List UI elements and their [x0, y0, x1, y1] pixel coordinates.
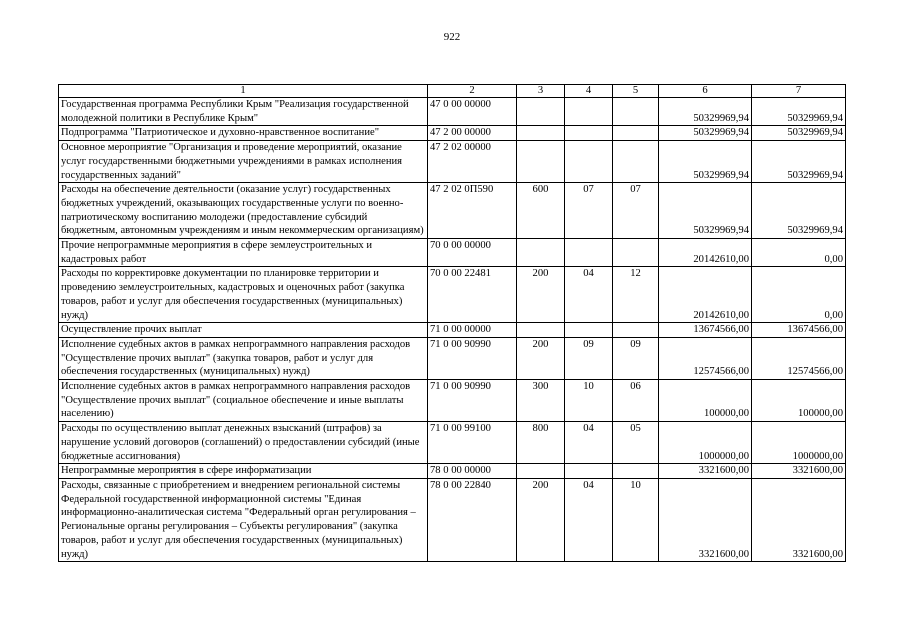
- amount-cell-col7: 0,00: [752, 239, 846, 267]
- amount-cell-col6: 3321600,00: [659, 478, 752, 561]
- amount-cell-col6: 1000000,00: [659, 422, 752, 464]
- target-article-code-cell: 70 0 00 00000: [428, 239, 517, 267]
- expense-name-cell: Расходы по корректировке документации по планировке территории и проведению землеустроительных, кадастровых и оценочных работ (закупка товаров, работ и услуг для обеспечения государственных (муниципальных) нужд): [59, 267, 428, 323]
- section-cell: [565, 126, 613, 141]
- target-article-code-cell: 71 0 00 90990: [428, 337, 517, 379]
- subsection-cell: [613, 239, 659, 267]
- target-article-code-cell: 71 0 00 90990: [428, 380, 517, 422]
- table-row: [59, 239, 846, 267]
- expense-type-cell: [517, 126, 565, 141]
- section-cell: 09: [565, 337, 613, 379]
- section-cell: 07: [565, 183, 613, 239]
- table-row: [59, 267, 846, 323]
- expense-type-cell: [517, 323, 565, 338]
- expense-name-cell: Непрограммные мероприятия в сфере информатизации: [59, 464, 428, 479]
- section-cell: 04: [565, 478, 613, 561]
- expense-name-cell: Расходы по осуществлению выплат денежных взысканий (штрафов) за нарушение условий договоров (соглашений) о предоставлении субсидий (иные бюджетные ассигнования): [59, 422, 428, 464]
- section-cell: [565, 239, 613, 267]
- target-article-code-cell: 71 0 00 00000: [428, 323, 517, 338]
- section-cell: 10: [565, 380, 613, 422]
- target-article-code-cell: 47 2 02 0П590: [428, 183, 517, 239]
- amount-cell-col7: 50329969,94: [752, 98, 846, 126]
- subsection-cell: 10: [613, 478, 659, 561]
- expense-name-cell: Подпрограмма "Патриотическое и духовно-нравственное воспитание": [59, 126, 428, 141]
- expense-name-cell: Осуществление прочих выплат: [59, 323, 428, 338]
- amount-cell-col6: 50329969,94: [659, 98, 752, 126]
- amount-cell-col6: 50329969,94: [659, 141, 752, 183]
- target-article-code-cell: 71 0 00 99100: [428, 422, 517, 464]
- amount-cell-col7: 3321600,00: [752, 478, 846, 561]
- expense-name-cell: Основное мероприятие "Организация и проведение мероприятий, оказание услуг государственными бюджетными учреждениями в рамках исполнения государственных заданий": [59, 141, 428, 183]
- column-header: 6: [659, 85, 752, 98]
- expense-name-cell: Расходы, связанные с приобретением и внедрением региональной системы Федеральной государственной информационной системы "Единая информационно-аналитическая система "Федеральный орган регулирования – Региональные органы регулирования – Субъекты регулирования" (закупка товаров, работ и услуг для обеспечения государственных (муниципальных) нужд): [59, 478, 428, 561]
- table-row: [59, 380, 846, 422]
- amount-cell-col7: 3321600,00: [752, 464, 846, 479]
- table-row: [59, 337, 846, 379]
- amount-cell-col6: 100000,00: [659, 380, 752, 422]
- column-header: 5: [613, 85, 659, 98]
- amount-cell-col7: 100000,00: [752, 380, 846, 422]
- expense-name-cell: Расходы на обеспечение деятельности (оказание услуг) государственных бюджетных учреждений, оказывающих государственные услуги по военно-патриотическому воспитанию молодежи (предоставление субсидий бюджетным, автономным учреждениям и иным некоммерческим организациям): [59, 183, 428, 239]
- expense-name-cell: Исполнение судебных актов в рамках непрограммного направления расходов "Осуществление прочих выплат" (закупка товаров, работ и услуг для обеспечения государственных (муниципальных) нужд): [59, 337, 428, 379]
- expense-name-cell: Прочие непрограммные мероприятия в сфере землеустроительных и кадастровых работ: [59, 239, 428, 267]
- section-cell: [565, 98, 613, 126]
- section-cell: [565, 323, 613, 338]
- amount-cell-col7: 50329969,94: [752, 126, 846, 141]
- subsection-cell: 05: [613, 422, 659, 464]
- expense-type-cell: [517, 239, 565, 267]
- amount-cell-col6: 50329969,94: [659, 183, 752, 239]
- target-article-code-cell: 70 0 00 22481: [428, 267, 517, 323]
- section-cell: [565, 464, 613, 479]
- amount-cell-col6: 3321600,00: [659, 464, 752, 479]
- subsection-cell: [613, 323, 659, 338]
- expense-type-cell: 200: [517, 337, 565, 379]
- expense-name-cell: Государственная программа Республики Крым "Реализация государственной молодежной политики в Республике Крым": [59, 98, 428, 126]
- amount-cell-col6: 20142610,00: [659, 267, 752, 323]
- table-row: [59, 323, 846, 338]
- amount-cell-col7: 0,00: [752, 267, 846, 323]
- table-row: [59, 126, 846, 141]
- page-number: 922: [443, 31, 461, 43]
- expense-type-cell: [517, 141, 565, 183]
- amount-cell-col6: 12574566,00: [659, 337, 752, 379]
- expense-type-cell: [517, 98, 565, 126]
- section-cell: [565, 141, 613, 183]
- subsection-cell: [613, 126, 659, 141]
- table-row: [59, 464, 846, 479]
- section-cell: 04: [565, 422, 613, 464]
- amount-cell-col7: 13674566,00: [752, 323, 846, 338]
- subsection-cell: 12: [613, 267, 659, 323]
- subsection-cell: 09: [613, 337, 659, 379]
- column-header: 7: [752, 85, 846, 98]
- amount-cell-col6: 50329969,94: [659, 126, 752, 141]
- expense-name-cell: Исполнение судебных актов в рамках непрограммного направления расходов "Осуществление прочих выплат" (социальное обеспечение и иные выплаты населению): [59, 380, 428, 422]
- section-cell: 04: [565, 267, 613, 323]
- table-row: [59, 183, 846, 239]
- expense-type-cell: [517, 464, 565, 479]
- amount-cell-col7: 1000000,00: [752, 422, 846, 464]
- target-article-code-cell: 47 2 02 00000: [428, 141, 517, 183]
- table-row: [59, 141, 846, 183]
- expense-type-cell: 200: [517, 478, 565, 561]
- amount-cell-col7: 50329969,94: [752, 183, 846, 239]
- subsection-cell: [613, 141, 659, 183]
- column-header: 4: [565, 85, 613, 98]
- subsection-cell: [613, 98, 659, 126]
- target-article-code-cell: 78 0 00 22840: [428, 478, 517, 561]
- target-article-code-cell: 47 2 00 00000: [428, 126, 517, 141]
- expense-type-cell: 800: [517, 422, 565, 464]
- target-article-code-cell: 47 0 00 00000: [428, 98, 517, 126]
- column-header: 3: [517, 85, 565, 98]
- budget-table: [58, 84, 846, 562]
- target-article-code-cell: 78 0 00 00000: [428, 464, 517, 479]
- column-header: 2: [428, 85, 517, 98]
- table-row: [59, 422, 846, 464]
- subsection-cell: 07: [613, 183, 659, 239]
- table-row: [59, 98, 846, 126]
- expense-type-cell: 600: [517, 183, 565, 239]
- expense-type-cell: 200: [517, 267, 565, 323]
- table-row: [59, 478, 846, 561]
- subsection-cell: [613, 464, 659, 479]
- amount-cell-col7: 12574566,00: [752, 337, 846, 379]
- column-header: 1: [59, 85, 428, 98]
- amount-cell-col7: 50329969,94: [752, 141, 846, 183]
- amount-cell-col6: 20142610,00: [659, 239, 752, 267]
- subsection-cell: 06: [613, 380, 659, 422]
- table-header-row: [59, 85, 846, 98]
- expense-type-cell: 300: [517, 380, 565, 422]
- amount-cell-col6: 13674566,00: [659, 323, 752, 338]
